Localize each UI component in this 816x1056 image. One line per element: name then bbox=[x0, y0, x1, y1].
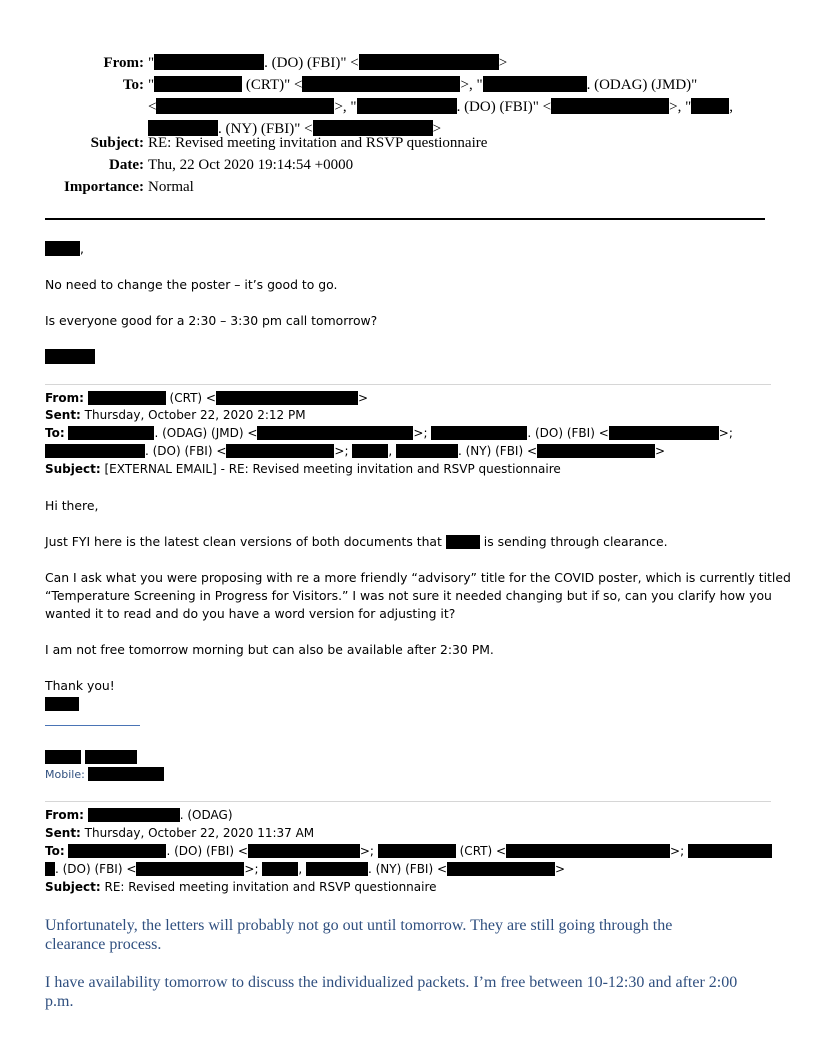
to-row bbox=[0, 74, 816, 140]
redaction bbox=[446, 535, 480, 549]
from-value: " . (DO) (FBI)" < > bbox=[148, 55, 508, 71]
msg3-subject: Subject: RE: Revised meeting invitation and RSVP questionnaire bbox=[45, 880, 437, 894]
msg3-body-line4: p.m. bbox=[45, 993, 74, 1010]
date-label: Date: bbox=[109, 157, 144, 173]
redaction bbox=[216, 391, 358, 405]
redaction bbox=[136, 862, 244, 876]
redaction bbox=[302, 76, 460, 92]
redaction bbox=[88, 391, 166, 405]
signature-redaction bbox=[45, 348, 95, 366]
redaction bbox=[68, 844, 166, 858]
redaction bbox=[359, 54, 499, 70]
msg2-para-line3: wanted it to read and do you have a word version for adjusting it? bbox=[45, 606, 456, 621]
redaction bbox=[88, 767, 164, 781]
redaction bbox=[45, 750, 81, 764]
redaction bbox=[45, 697, 79, 711]
msg1-line2: Is everyone good for a 2:30 – 3:30 pm call tomorrow? bbox=[45, 313, 378, 328]
header-divider bbox=[45, 218, 765, 220]
signature-link-line[interactable] bbox=[45, 725, 140, 726]
redaction bbox=[688, 844, 772, 858]
msg3-body-line1: Unfortunately, the letters will probably not go out until tomorrow. They are still going through the bbox=[45, 917, 673, 934]
redaction bbox=[609, 426, 719, 440]
message-separator bbox=[45, 801, 771, 802]
redaction bbox=[45, 444, 145, 458]
redaction bbox=[68, 426, 154, 440]
date-row bbox=[0, 154, 816, 176]
redaction bbox=[352, 444, 388, 458]
msg2-thanks: Thank you! bbox=[45, 678, 115, 693]
email-header bbox=[0, 52, 816, 202]
from-label: From: bbox=[103, 55, 144, 71]
redaction bbox=[248, 844, 360, 858]
redaction bbox=[691, 98, 729, 114]
msg2-hi: Hi there, bbox=[45, 498, 99, 513]
subject-value: RE: Revised meeting invitation and RSVP questionnaire bbox=[148, 135, 488, 151]
redaction bbox=[154, 54, 264, 70]
redaction bbox=[378, 844, 456, 858]
redaction bbox=[45, 241, 80, 256]
msg2-name-redaction bbox=[45, 748, 137, 766]
date-value: Thu, 22 Oct 2020 19:14:54 +0000 bbox=[148, 157, 354, 173]
msg2-mobile: Mobile: bbox=[45, 766, 164, 784]
greeting: , bbox=[45, 240, 84, 258]
msg2-fyi: Just FYI here is the latest clean versions of both documents that is sending through clearance. bbox=[45, 534, 668, 549]
to-value-line2: < >, " . (DO) (FBI)" < >, " , bbox=[148, 99, 733, 115]
importance-value: Normal bbox=[148, 179, 194, 195]
redaction bbox=[396, 444, 458, 458]
msg2-subject: Subject: [EXTERNAL EMAIL] - RE: Revised meeting invitation and RSVP questionnaire bbox=[45, 462, 561, 476]
redaction bbox=[88, 808, 180, 822]
redaction bbox=[306, 862, 368, 876]
msg1-line1: No need to change the poster – it’s good to go. bbox=[45, 277, 338, 292]
redaction bbox=[45, 349, 95, 364]
msg2-to-line1: To: . (ODAG) (JMD) < >; . (DO) (FBI) < >; bbox=[45, 426, 733, 440]
message-separator bbox=[45, 384, 771, 385]
msg2-para-line2: “Temperature Screening in Progress for Visitors.” I was not sure it needed changing but if so, can you clarify how you bbox=[45, 588, 772, 603]
msg3-from: From: . (ODAG) bbox=[45, 808, 233, 822]
to-value-line1: " (CRT)" < >, " . (ODAG) (JMD)" bbox=[148, 77, 698, 93]
msg3-sent: Sent: Thursday, October 22, 2020 11:37 AM bbox=[45, 826, 315, 840]
redaction bbox=[156, 98, 334, 114]
redaction bbox=[506, 844, 670, 858]
redaction bbox=[483, 76, 587, 92]
msg2-availability: I am not free tomorrow morning but can also be available after 2:30 PM. bbox=[45, 642, 494, 657]
redaction bbox=[154, 76, 242, 92]
importance-row bbox=[0, 176, 816, 198]
msg2-from: From: (CRT) < > bbox=[45, 391, 369, 405]
redaction bbox=[551, 98, 669, 114]
subject-row bbox=[0, 132, 816, 154]
msg3-to-line2: . (DO) (FBI) < >; , . (NY) (FBI) < > bbox=[45, 860, 565, 878]
redaction bbox=[431, 426, 527, 440]
msg3-to-line1: To: . (DO) (FBI) < >; (CRT) < >; bbox=[45, 842, 772, 860]
redaction bbox=[537, 444, 655, 458]
to-value-line3: . (NY) (FBI)" < > bbox=[148, 118, 441, 140]
msg2-sent: Sent: Thursday, October 22, 2020 2:12 PM bbox=[45, 408, 306, 422]
msg2-signature-redaction bbox=[45, 695, 79, 713]
redaction bbox=[447, 862, 555, 876]
from-row bbox=[0, 52, 816, 74]
to-label: To: bbox=[122, 77, 144, 93]
redaction bbox=[262, 862, 298, 876]
msg2-to-line2: . (DO) (FBI) < >; , . (NY) (FBI) < > bbox=[45, 442, 665, 460]
redaction bbox=[357, 98, 457, 114]
msg3-body-line2: clearance process. bbox=[45, 936, 162, 953]
importance-label: Importance: bbox=[64, 179, 144, 195]
subject-label: Subject: bbox=[90, 135, 144, 151]
redaction bbox=[257, 426, 413, 440]
redaction bbox=[85, 750, 137, 764]
redaction bbox=[45, 862, 55, 876]
msg3-body-line3: I have availability tomorrow to discuss the individualized packets. I’m free between 10-12:30 and after 2:00 bbox=[45, 974, 738, 991]
redaction bbox=[226, 444, 334, 458]
msg2-para-line1: Can I ask what you were proposing with re a more friendly “advisory” title for the COVID poster, which is currently titled bbox=[45, 570, 791, 585]
